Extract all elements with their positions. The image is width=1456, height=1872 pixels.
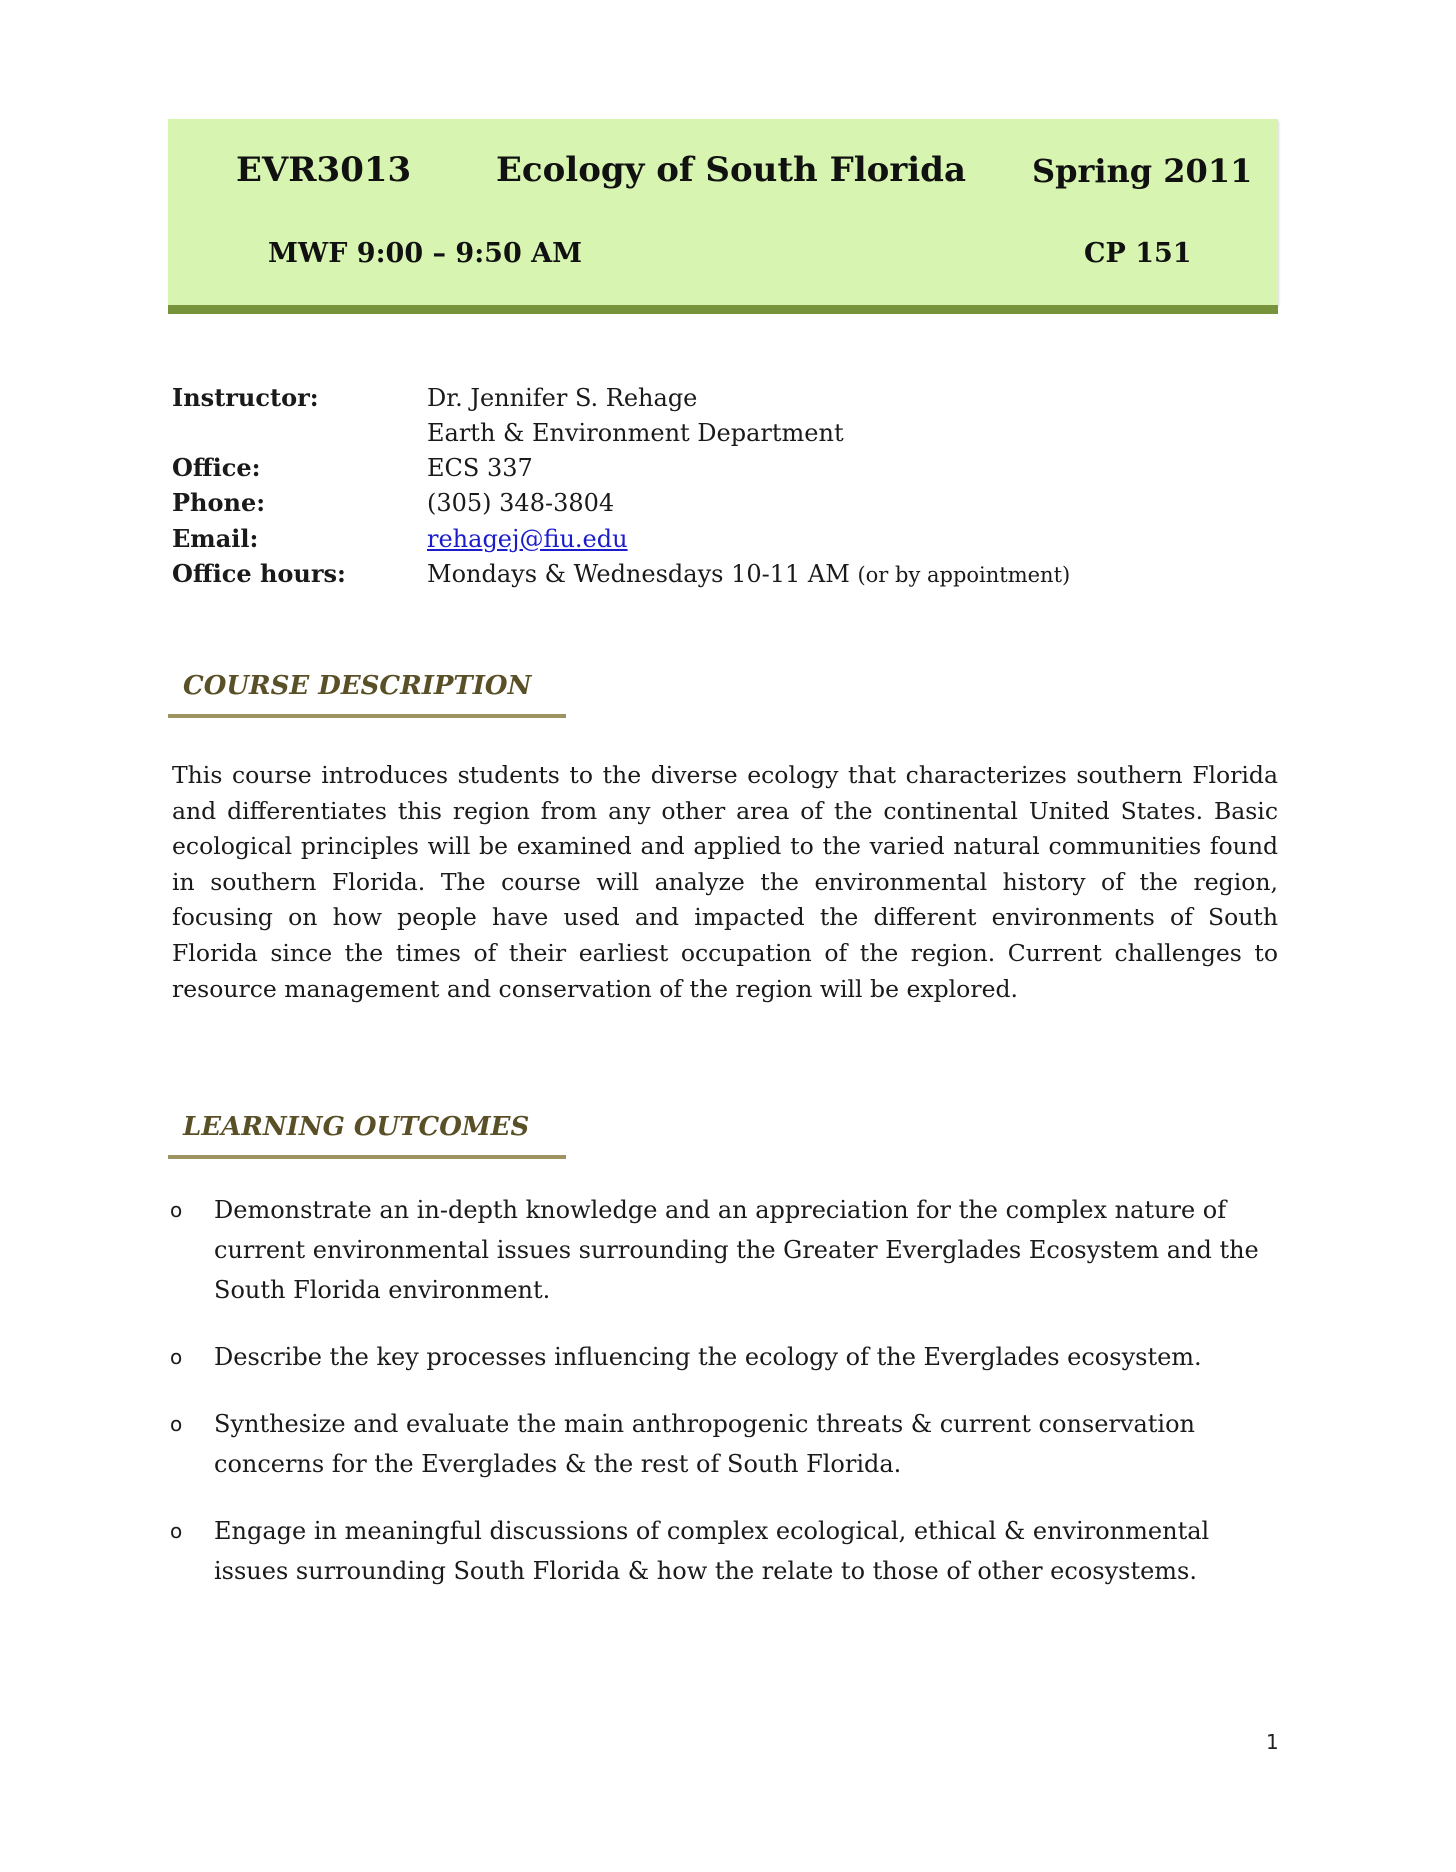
instructor-name: Dr. Jennifer S. Rehage: [427, 384, 698, 412]
course-code: EVR3013: [236, 150, 412, 190]
course-term: Spring 2011: [1032, 152, 1253, 190]
department-name: Earth & Environment Department: [427, 419, 844, 447]
bullet-icon: o: [170, 1519, 183, 1543]
phone-label: Phone:: [172, 488, 266, 517]
office-hours-label: Office hours:: [172, 559, 346, 588]
list-item: [168, 1190, 1278, 1310]
course-room: CP 151: [1084, 238, 1192, 269]
office-value: ECS 337: [427, 454, 533, 482]
instructor-label: Instructor:: [172, 383, 319, 412]
bullet-icon: o: [170, 1345, 183, 1369]
phone-value: (305) 348-3804: [427, 489, 615, 517]
bullet-icon: o: [170, 1198, 183, 1222]
bullet-icon: o: [170, 1412, 183, 1436]
course-description-rule: [168, 714, 566, 718]
course-description-heading: COURSE DESCRIPTION: [183, 671, 532, 701]
outcome-text: Engage in meaningful discussions of complex ecological, ethical & environmental issues surrounding South Florida & how the relate to those of other ecosystems.: [214, 1517, 1210, 1585]
course-title: Ecology of South Florida: [496, 150, 966, 190]
office-hours-note: (or by appointment): [857, 563, 1071, 587]
list-item: [168, 1337, 1278, 1377]
course-description-text: This course introduces students to the diverse ecology that characterizes southern Florida and differentiates this region from any other area of the continental United States. Basic ecological principles will be examined and applied to the varied natural communities found in southern Florida. The course will analyze the environmental history of the region, focusing on how people have used and impacted the different environments of South Florida since the times of their earliest occupation of the region. Current challenges to resource management and conservation of the region will be explored.: [172, 761, 1278, 1003]
outcome-text: Synthesize and evaluate the main anthropogenic threats & current conservation concerns for the Everglades & the rest of South Florida.: [214, 1410, 1195, 1478]
email-label: Email:: [172, 524, 259, 553]
office-label: Office:: [172, 453, 261, 482]
outcome-text: Demonstrate an in-depth knowledge and an appreciation for the complex nature of current environmental issues surrounding the Greater Everglades Ecosystem and the South Florida environment.: [214, 1196, 1259, 1304]
list-item: [168, 1511, 1278, 1591]
office-hours-value: [427, 556, 1070, 593]
learning-outcomes-list: [168, 1190, 1278, 1618]
course-header-rule: [168, 305, 1278, 314]
learning-outcomes-rule: [168, 1155, 566, 1159]
email-value: [427, 521, 628, 557]
course-schedule: MWF 9:00 – 9:50 AM: [268, 238, 582, 269]
office-hours-text: Mondays & Wednesdays 10-11 AM: [427, 560, 850, 588]
outcome-text: Describe the key processes influencing the ecology of the Everglades ecosystem.: [214, 1343, 1202, 1371]
learning-outcomes-heading: LEARNING OUTCOMES: [183, 1112, 530, 1142]
page-number: 1: [1266, 1730, 1279, 1754]
list-item: [168, 1404, 1278, 1484]
email-link[interactable]: rehagej@fiu.edu: [427, 525, 628, 553]
course-header-banner: [168, 119, 1278, 305]
